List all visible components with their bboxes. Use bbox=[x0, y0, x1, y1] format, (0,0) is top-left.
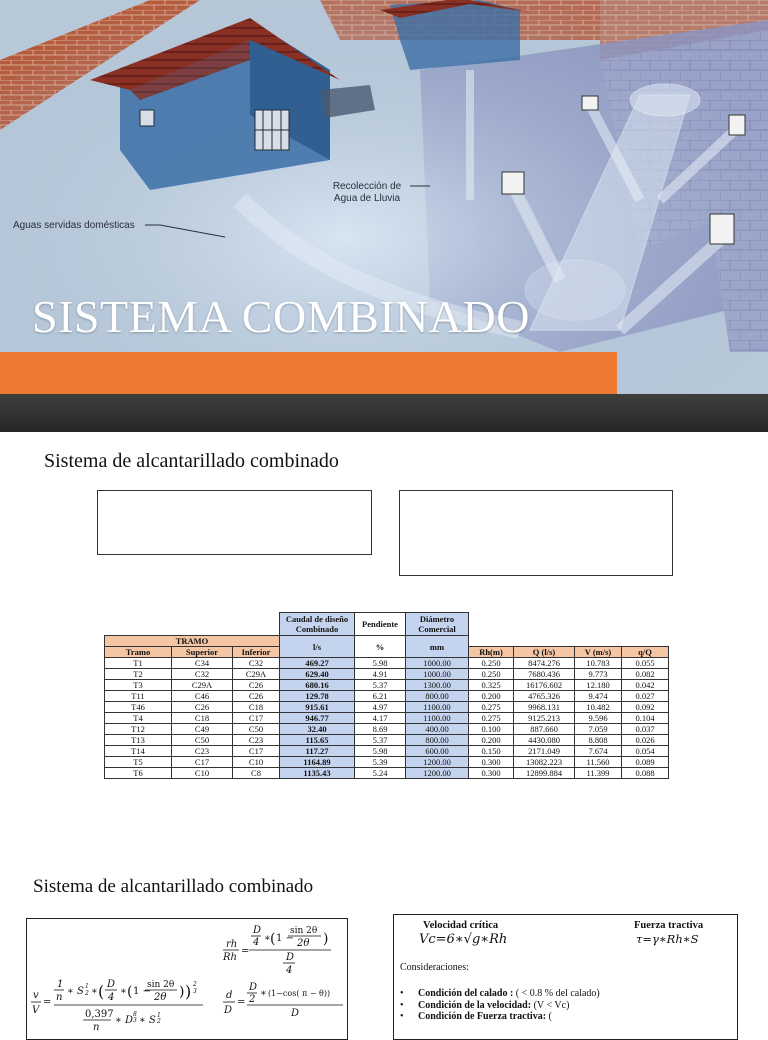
cell-v: 11.399 bbox=[575, 768, 622, 779]
slide-title: SISTEMA COMBINADO bbox=[32, 291, 530, 342]
svg-text:2θ: 2θ bbox=[297, 938, 310, 949]
cell-qQ: 0.037 bbox=[622, 724, 669, 735]
cell-inferior: C29A bbox=[233, 669, 280, 680]
cell-q: 7680.436 bbox=[514, 669, 575, 680]
cell-tramo: T4 bbox=[105, 713, 172, 724]
svg-text:8: 8 bbox=[133, 1011, 137, 1018]
cell-rh: 0.250 bbox=[469, 658, 514, 669]
cell-pendiente: 5.37 bbox=[355, 735, 406, 746]
table-row bbox=[105, 713, 669, 724]
cell-rh: 0.325 bbox=[469, 680, 514, 691]
critical-velocity-title: Velocidad crítica bbox=[423, 920, 499, 931]
title-slide bbox=[0, 0, 768, 432]
header-inferior: Inferior bbox=[233, 647, 280, 658]
cell-qQ: 0.082 bbox=[622, 669, 669, 680]
cell-inferior: C17 bbox=[233, 713, 280, 724]
cell-qQ: 0.026 bbox=[622, 735, 669, 746]
cell-inferior: C23 bbox=[233, 735, 280, 746]
svg-text:): ) bbox=[185, 982, 192, 1001]
cell-pendiente: 5.24 bbox=[355, 768, 406, 779]
list-item: • Condición de la velocidad: (V < Vc) bbox=[400, 999, 570, 1011]
cell-diametro: 800.00 bbox=[406, 691, 469, 702]
header-qQ: q/Q bbox=[622, 647, 669, 658]
design-table-body bbox=[105, 658, 669, 779]
svg-text:(: ( bbox=[98, 982, 105, 1001]
unit-caudal: l/s bbox=[280, 636, 355, 658]
svg-text:1 −: 1 − bbox=[276, 933, 294, 944]
cell-rh: 0.100 bbox=[469, 724, 514, 735]
cell-caudal: 1135.43 bbox=[280, 768, 355, 779]
table-row bbox=[105, 768, 669, 779]
callout-domestic-wastewater: Aguas servidas domésticas bbox=[13, 220, 135, 231]
svg-text:3: 3 bbox=[133, 1017, 137, 1024]
svg-text:∗: ∗ bbox=[264, 933, 271, 944]
cell-diametro: 800.00 bbox=[406, 735, 469, 746]
svg-text:(: ( bbox=[127, 984, 133, 1000]
cell-tramo: T5 bbox=[105, 757, 172, 768]
cell-inferior: C10 bbox=[233, 757, 280, 768]
svg-text:rh: rh bbox=[226, 939, 238, 950]
cell-superior: C34 bbox=[172, 658, 233, 669]
cell-pendiente: 5.98 bbox=[355, 746, 406, 757]
cell-qQ: 0.092 bbox=[622, 702, 669, 713]
header-v: V (m/s) bbox=[575, 647, 622, 658]
cell-tramo: T13 bbox=[105, 735, 172, 746]
tractive-force-equation: τ=γ∗Rh∗S bbox=[636, 932, 699, 946]
cell-v: 7.674 bbox=[575, 746, 622, 757]
considerations-label: Consideraciones: bbox=[400, 962, 469, 973]
cell-caudal: 117.27 bbox=[280, 746, 355, 757]
cell-superior: C32 bbox=[172, 669, 233, 680]
cell-caudal: 680.16 bbox=[280, 680, 355, 691]
svg-text:4: 4 bbox=[253, 937, 260, 948]
svg-text:): ) bbox=[179, 984, 185, 1000]
cell-qQ: 0.027 bbox=[622, 691, 669, 702]
cell-caudal: 32.40 bbox=[280, 724, 355, 735]
svg-text:n: n bbox=[56, 992, 63, 1003]
svg-text:sin 2θ: sin 2θ bbox=[147, 980, 175, 990]
table-row bbox=[105, 658, 669, 669]
cell-inferior: C18 bbox=[233, 702, 280, 713]
cell-q: 9125.213 bbox=[514, 713, 575, 724]
cell-inferior: C32 bbox=[233, 658, 280, 669]
callout-rain-line1: Recolección de bbox=[332, 181, 402, 192]
header-tramo-group: TRAMO bbox=[105, 636, 280, 647]
conditions-list bbox=[400, 988, 600, 1023]
svg-text:(1−cos( π − θ)): (1−cos( π − θ)) bbox=[268, 989, 331, 998]
svg-text:1: 1 bbox=[157, 1012, 161, 1019]
callout-rain-line2: Agua de Lluvia bbox=[333, 193, 401, 204]
unit-diametro: mm bbox=[406, 636, 469, 658]
cell-qQ: 0.054 bbox=[622, 746, 669, 757]
formula-V: V bbox=[32, 1005, 40, 1016]
header-pendiente: Pendiente bbox=[355, 613, 406, 636]
cell-diametro: 1200.00 bbox=[406, 768, 469, 779]
svg-text:∗: ∗ bbox=[91, 986, 98, 997]
svg-text:(: ( bbox=[270, 931, 276, 947]
cell-q: 16176.602 bbox=[514, 680, 575, 691]
svg-text:2: 2 bbox=[193, 981, 197, 988]
svg-text:D: D bbox=[286, 952, 295, 963]
svg-text:∗ D: ∗ D bbox=[115, 1015, 133, 1026]
svg-text:2θ: 2θ bbox=[154, 992, 167, 1003]
cell-caudal: 946.77 bbox=[280, 713, 355, 724]
cell-tramo: T3 bbox=[105, 680, 172, 691]
cell-caudal: 115.65 bbox=[280, 735, 355, 746]
svg-text:d: d bbox=[226, 990, 233, 1001]
cell-v: 9.474 bbox=[575, 691, 622, 702]
cell-pendiente: 8.69 bbox=[355, 724, 406, 735]
cell-rh: 0.275 bbox=[469, 702, 514, 713]
cell-rh: 0.150 bbox=[469, 746, 514, 757]
cell-inferior: C50 bbox=[233, 724, 280, 735]
cell-caudal: 915.61 bbox=[280, 702, 355, 713]
svg-text:2: 2 bbox=[85, 990, 89, 997]
empty-textbox-left bbox=[97, 490, 372, 555]
list-item: • Condición del calado : ( < 0.8 % del calado) bbox=[400, 988, 600, 999]
formula-v: v bbox=[33, 990, 39, 1001]
cell-diametro: 1200.00 bbox=[406, 757, 469, 768]
table-row bbox=[105, 724, 669, 735]
cell-diametro: 400.00 bbox=[406, 724, 469, 735]
cell-tramo: T6 bbox=[105, 768, 172, 779]
cell-tramo: T2 bbox=[105, 669, 172, 680]
svg-text:0,397: 0,397 bbox=[85, 1009, 114, 1020]
cell-tramo: T46 bbox=[105, 702, 172, 713]
cell-superior: C50 bbox=[172, 735, 233, 746]
cell-qQ: 0.055 bbox=[622, 658, 669, 669]
header-superior: Superior bbox=[172, 647, 233, 658]
slide-formulas bbox=[0, 864, 768, 1033]
header-caudal: Caudal de diseño Combinado bbox=[280, 613, 355, 636]
cell-rh: 0.300 bbox=[469, 757, 514, 768]
slide-table bbox=[0, 432, 768, 864]
cell-diametro: 1100.00 bbox=[406, 702, 469, 713]
design-table-wrapper bbox=[104, 612, 669, 779]
unit-pendiente: % bbox=[355, 636, 406, 658]
svg-text:D: D bbox=[224, 1005, 233, 1016]
cell-tramo: T1 bbox=[105, 658, 172, 669]
cell-tramo: T11 bbox=[105, 691, 172, 702]
header-diametro: Diámetro Comercial bbox=[406, 613, 469, 636]
design-table bbox=[104, 612, 669, 779]
cell-v: 9.773 bbox=[575, 669, 622, 680]
empty-textbox-right bbox=[399, 490, 673, 576]
cell-tramo: T12 bbox=[105, 724, 172, 735]
slide2-heading: Sistema de alcantarillado combinado bbox=[44, 450, 339, 472]
svg-text:Rh: Rh bbox=[223, 952, 237, 963]
blank-cell bbox=[469, 636, 669, 647]
cell-superior: C49 bbox=[172, 724, 233, 735]
table-row bbox=[105, 680, 669, 691]
blank-cell bbox=[469, 613, 669, 636]
cell-v: 7.059 bbox=[575, 724, 622, 735]
cell-pendiente: 5.37 bbox=[355, 680, 406, 691]
cell-rh: 0.250 bbox=[469, 669, 514, 680]
svg-text:D: D bbox=[291, 1008, 300, 1019]
svg-text:2: 2 bbox=[157, 1018, 161, 1025]
cell-pendiente: 6.21 bbox=[355, 691, 406, 702]
partial-flow-formulas-box bbox=[26, 918, 348, 1040]
cell-qQ: 0.104 bbox=[622, 713, 669, 724]
cell-pendiente: 4.91 bbox=[355, 669, 406, 680]
svg-text:=: = bbox=[237, 997, 246, 1008]
svg-text:n: n bbox=[93, 1022, 100, 1033]
svg-text:D: D bbox=[249, 982, 258, 993]
cell-q: 8474.276 bbox=[514, 658, 575, 669]
cell-rh: 0.200 bbox=[469, 691, 514, 702]
cell-v: 11.560 bbox=[575, 757, 622, 768]
svg-text:∗ S: ∗ S bbox=[67, 986, 84, 997]
svg-text:=: = bbox=[43, 997, 52, 1008]
cell-pendiente: 5.98 bbox=[355, 658, 406, 669]
cell-superior: C10 bbox=[172, 768, 233, 779]
svg-text:3: 3 bbox=[193, 988, 197, 995]
cell-qQ: 0.089 bbox=[622, 757, 669, 768]
cell-caudal: 1164.89 bbox=[280, 757, 355, 768]
table-row bbox=[105, 691, 669, 702]
cell-diametro: 1100.00 bbox=[406, 713, 469, 724]
cell-caudal: 129.78 bbox=[280, 691, 355, 702]
cell-diametro: 1000.00 bbox=[406, 658, 469, 669]
cell-q: 9968.131 bbox=[514, 702, 575, 713]
cell-v: 10.783 bbox=[575, 658, 622, 669]
cell-caudal: 469.27 bbox=[280, 658, 355, 669]
list-item: • Condición de Fuerza tractiva: ( bbox=[400, 1011, 552, 1022]
cell-inferior: C8 bbox=[233, 768, 280, 779]
cell-q: 4765.326 bbox=[514, 691, 575, 702]
criteria-box bbox=[393, 914, 738, 1040]
svg-text:1: 1 bbox=[85, 983, 89, 990]
table-row bbox=[105, 746, 669, 757]
cell-rh: 0.275 bbox=[469, 713, 514, 724]
cell-inferior: C26 bbox=[233, 680, 280, 691]
table-row bbox=[105, 735, 669, 746]
svg-text:2: 2 bbox=[249, 994, 256, 1005]
table-row bbox=[105, 669, 669, 680]
cell-superior: C23 bbox=[172, 746, 233, 757]
cell-tramo: T14 bbox=[105, 746, 172, 757]
blank-cell bbox=[105, 613, 280, 636]
cell-pendiente: 4.97 bbox=[355, 702, 406, 713]
cell-v: 9.596 bbox=[575, 713, 622, 724]
cell-v: 8.808 bbox=[575, 735, 622, 746]
svg-text:∗ S: ∗ S bbox=[139, 1015, 156, 1026]
critical-velocity-equation: Vc=6∗√g∗Rh bbox=[419, 932, 508, 947]
header-rh: Rh(m) bbox=[469, 647, 514, 658]
dark-footer-band bbox=[0, 394, 768, 432]
cell-q: 887.660 bbox=[514, 724, 575, 735]
svg-text:1 −: 1 − bbox=[133, 986, 151, 997]
cell-inferior: C17 bbox=[233, 746, 280, 757]
svg-text:D: D bbox=[107, 979, 116, 990]
cell-diametro: 1000.00 bbox=[406, 669, 469, 680]
cell-qQ: 0.042 bbox=[622, 680, 669, 691]
cell-qQ: 0.088 bbox=[622, 768, 669, 779]
tractive-force-title: Fuerza tractiva bbox=[634, 920, 704, 931]
slide3-heading: Sistema de alcantarillado combinado bbox=[33, 876, 314, 897]
header-q: Q (l/s) bbox=[514, 647, 575, 658]
svg-text:D: D bbox=[253, 925, 262, 936]
cell-caudal: 629.40 bbox=[280, 669, 355, 680]
cell-superior: C17 bbox=[172, 757, 233, 768]
partial-flow-formulas bbox=[27, 919, 347, 1039]
header-tramo: Tramo bbox=[105, 647, 172, 658]
cell-v: 12.180 bbox=[575, 680, 622, 691]
cell-q: 13082.223 bbox=[514, 757, 575, 768]
cell-pendiente: 4.17 bbox=[355, 713, 406, 724]
cell-q: 4430.080 bbox=[514, 735, 575, 746]
table-row bbox=[105, 757, 669, 768]
cell-superior: C29A bbox=[172, 680, 233, 691]
cell-pendiente: 5.39 bbox=[355, 757, 406, 768]
cell-inferior: C26 bbox=[233, 691, 280, 702]
svg-text:sin 2θ: sin 2θ bbox=[290, 926, 318, 936]
svg-text:1: 1 bbox=[57, 979, 64, 990]
svg-text:∗: ∗ bbox=[260, 988, 267, 999]
callout-rain-collection bbox=[326, 181, 408, 205]
cell-q: 12899.884 bbox=[514, 768, 575, 779]
svg-text:∗: ∗ bbox=[120, 986, 127, 997]
cell-v: 10.482 bbox=[575, 702, 622, 713]
cell-diametro: 600.00 bbox=[406, 746, 469, 757]
table-row bbox=[105, 702, 669, 713]
cell-diametro: 1300.00 bbox=[406, 680, 469, 691]
svg-text:4: 4 bbox=[108, 992, 115, 1003]
cell-superior: C26 bbox=[172, 702, 233, 713]
cell-superior: C46 bbox=[172, 691, 233, 702]
cell-q: 2171.049 bbox=[514, 746, 575, 757]
svg-text:): ) bbox=[323, 931, 329, 947]
cell-rh: 0.300 bbox=[469, 768, 514, 779]
cell-rh: 0.200 bbox=[469, 735, 514, 746]
svg-text:=: = bbox=[241, 946, 250, 957]
cell-superior: C18 bbox=[172, 713, 233, 724]
accent-bar bbox=[0, 352, 617, 394]
svg-text:4: 4 bbox=[286, 965, 293, 976]
